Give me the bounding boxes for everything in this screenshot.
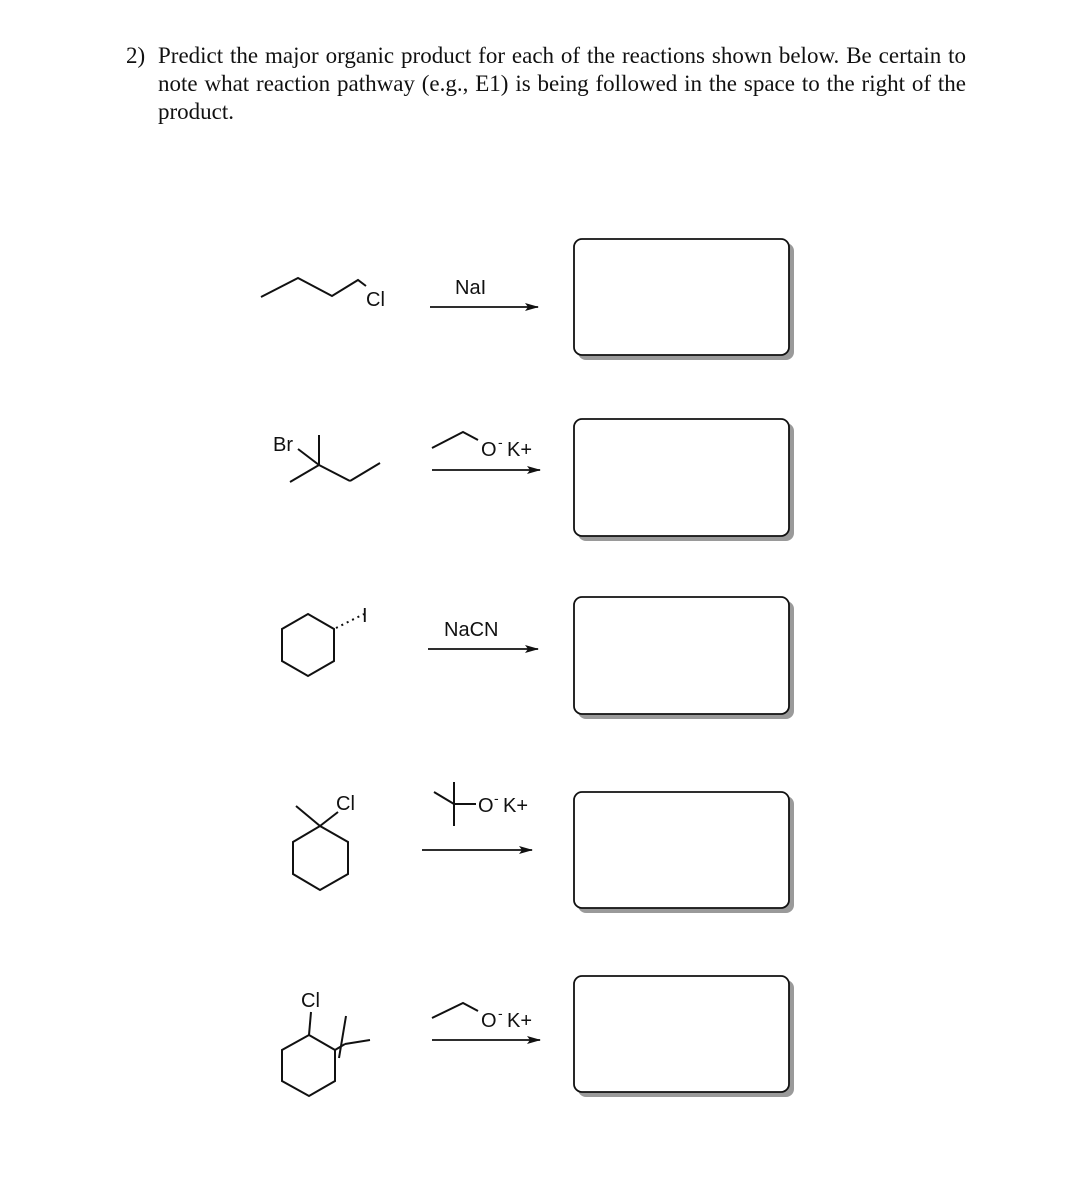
reagent-2-structure [432,432,532,461]
answer-box-5[interactable] [574,976,794,1097]
reagent-2-oxygen: O [481,439,497,461]
reagent-3-label: NaCN [444,619,499,641]
substrate-2-leaving-group: Br [273,434,293,456]
substrate-1-structure [261,278,385,311]
reaction-1 [261,239,794,360]
reagent-5-oxygen: O [481,1010,497,1032]
substrate-3-structure [282,605,368,676]
reagent-4-charge: - [494,790,499,806]
substrate-4-leaving-group: Cl [336,793,355,815]
reagent-4-structure [434,782,528,826]
substrate-5-leaving-group: Cl [301,990,320,1012]
reagent-4-oxygen: O [478,795,494,817]
reaction-2 [273,419,794,541]
reagent-1-label: NaI [455,277,487,299]
reaction-3 [282,597,794,719]
substrate-3-leaving-group: I [362,605,368,627]
reaction-5 [282,976,794,1097]
reagent-2-charge: - [498,434,503,450]
substrate-4-structure [293,793,355,890]
substrate-5-structure [282,990,370,1096]
answer-box-1[interactable] [574,239,794,360]
reaction-4 [293,782,794,913]
cyclohexane-ring-3 [282,614,334,676]
reagent-5-structure [432,1003,532,1032]
question-text: Predict the major organic product for each of the reactions shown below. Be certain to note what reaction pathway (e.g., E1) is being followed in the space to the right of the product. [158,43,966,124]
cyclohexane-ring-4 [293,826,348,890]
answer-box-3[interactable] [574,597,794,719]
substrate-1-leaving-group: Cl [366,289,385,311]
reagent-5-charge: - [498,1005,503,1021]
substrate-2-structure [273,434,380,482]
reagent-4-cation: K+ [503,795,529,817]
cyclohexane-ring-5 [282,1035,335,1096]
reagent-2-cation: K+ [507,439,533,461]
reagent-5-cation: K+ [507,1010,533,1032]
answer-box-2[interactable] [574,419,794,541]
question-number: 2) [126,43,146,68]
substrate-1-chain [261,278,366,297]
answer-box-4[interactable] [574,792,794,913]
